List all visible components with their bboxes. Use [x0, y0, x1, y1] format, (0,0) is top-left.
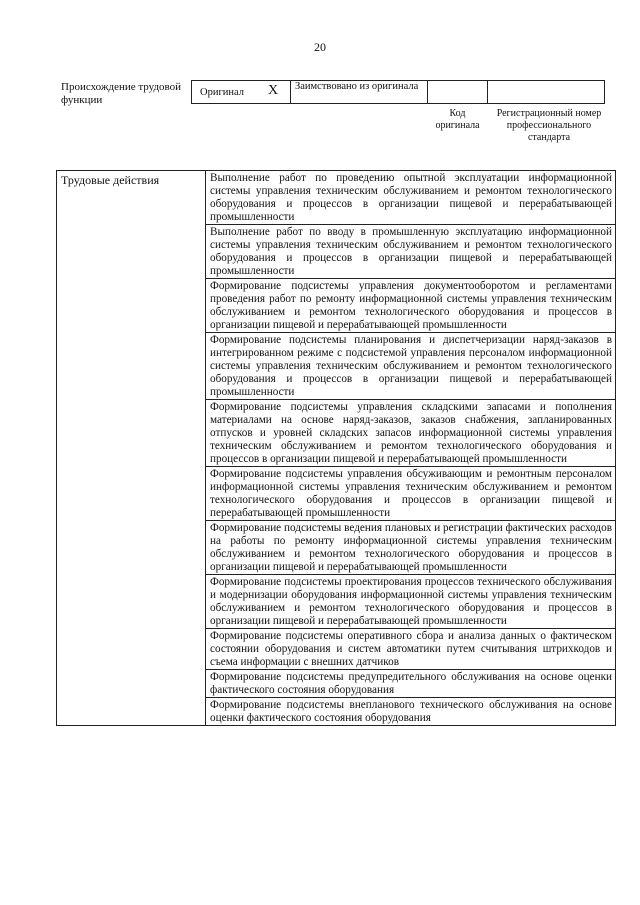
labor-action: Формирование подсистемы управления обсуживающим и ремонтным персоналом информационной системы управления техническим обслуживанием и ремонтом технологического оборудования и процессов в организации пищевой и перерабатывающей промышленности [206, 467, 616, 521]
borrowed-label: Заимствовано из оригинала [295, 81, 419, 92]
labor-action: Формирование подсистемы ведения плановых и регистрации фактических расходов на работы по ремонту информационной системы управления техническим обслуживанием и ремонтом технологического оборудования и процессов в организации пищевой и перерабатывающей промышленности [206, 521, 616, 575]
labor-actions-table [56, 170, 616, 726]
origin-original-cell [191, 80, 291, 104]
labor-action: Формирование подсистемы управления документооборотом и регламентами проведения работ по ремонту информационной системы управления техническим обслуживанием и ремонтом технологического оборудования и процессов в организации пищевой и перерабатывающей промышленности [206, 279, 616, 333]
labor-action: Формирование подсистемы проектирования процессов технического обслуживания и модернизации оборудования информационной системы управления техническим обслуживанием и ремонтом технологического оборудования и процессов в организации пищевой и перерабатывающей промышленности [206, 575, 616, 629]
labor-actions-label: Трудовые действия [57, 171, 206, 726]
reg-number-caption: Регистрационный номер профессионального стандарта [496, 108, 602, 143]
labor-action: Формирование подсистемы управления складскими запасами и пополнения материалами на основе наряд-заказов, заказов снабжения, запланированных отпусков и уровней складских запасов информационной системы управления техническим обслуживанием и ремонтом технологического оборудования и процессов в организации пищевой и перерабатывающей промышленности [206, 400, 616, 467]
code-caption: Код оригинала [435, 108, 480, 131]
table-row [57, 171, 616, 225]
origin-label: Происхождение трудовой функции [61, 81, 182, 106]
labor-action: Формирование подсистемы внепланового технического обслуживания на основе оценки фактического состояния оборудования [206, 698, 616, 726]
labor-action: Выполнение работ по проведению опытной эксплуатации информационной системы управления техническим обслуживанием и ремонтом технологического оборудования и процессов в организации пищевой и перерабатывающей промышленности [206, 171, 616, 225]
borrowed-cell [290, 80, 428, 104]
labor-action: Формирование подсистемы предупредительного обслуживания на основе оценки фактического состояния оборудования [206, 670, 616, 698]
page-number: 20 [314, 40, 326, 54]
code-cell [427, 80, 488, 104]
reg-number-cell [487, 80, 605, 104]
labor-action: Формирование подсистемы оперативного сбора и анализа данных о фактическом состоянии оборудования и систем автоматики путем считывания штрихкодов и съема информации с внешних датчиков [206, 629, 616, 670]
labor-action: Формирование подсистемы планирования и диспетчеризации наряд-заказов в интегрированном режиме с подсистемой управления персоналом информационной системы управления техническим обслуживанием и ремонтом технологического оборудования и процессов в организации пищевой и перерабатывающей промышленности [206, 333, 616, 400]
original-mark: X [268, 83, 279, 98]
labor-action: Выполнение работ по вводу в промышленную эксплуатацию информационной системы управления техническим обслуживанием и ремонтом технологического оборудования и процессов в организации пищевой и перерабатывающей промышленности [206, 225, 616, 279]
original-label: Оригинал [200, 87, 244, 98]
